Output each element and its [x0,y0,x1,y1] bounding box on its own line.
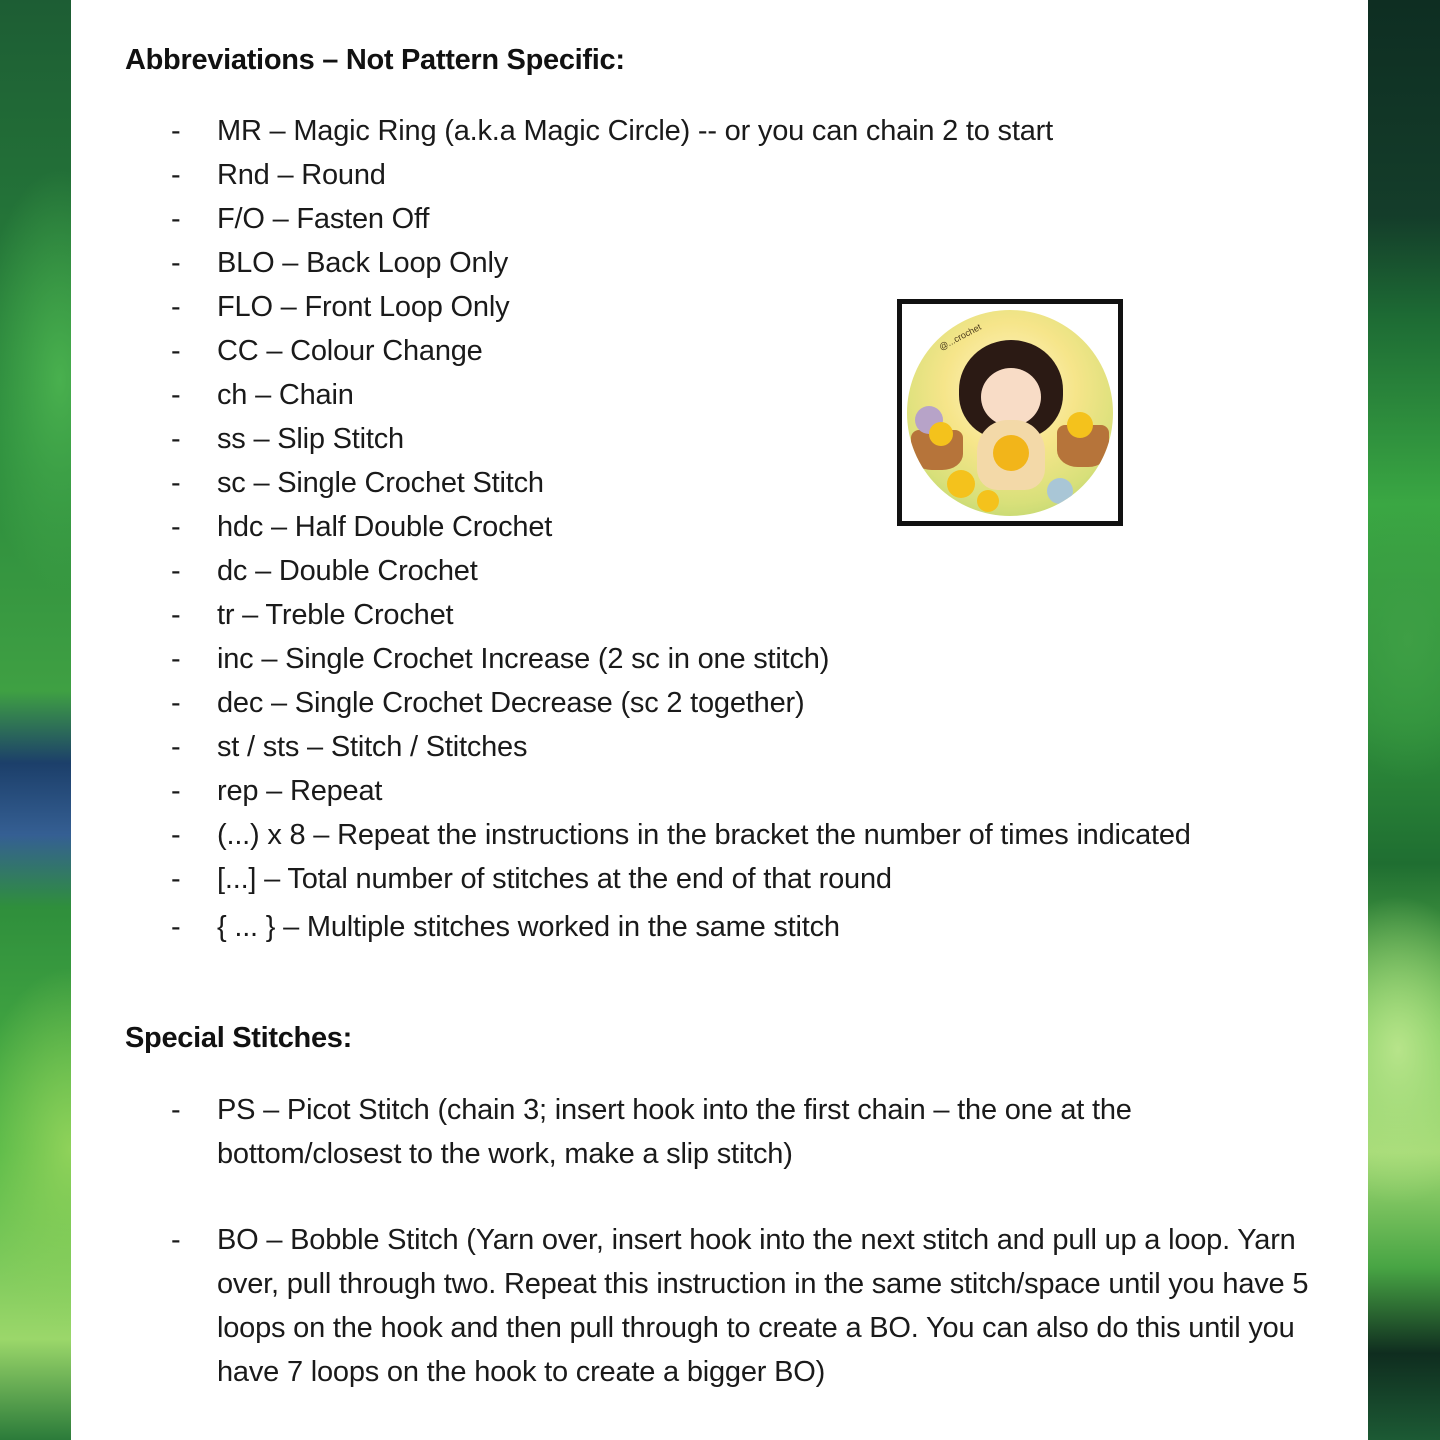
bullet-dash: - [171,687,181,719]
bullet-dash: - [171,731,181,763]
document-page [71,0,1368,1440]
list-item: - rep – Repeat [71,769,1277,813]
yarn-ball-icon [977,490,999,512]
list-item: - tr – Treble Crochet [71,593,1277,637]
logo-watermark: @...crochet [937,321,983,352]
bullet-dash: - [171,555,181,587]
yarn-ball-icon [1047,478,1073,504]
list-item: - MR – Magic Ring (a.k.a Magic Circle) -- or you can chain 2 to start [71,109,1277,153]
abbreviations-heading: Abbreviations – Not Pattern Specific: [125,44,625,76]
list-item: - [...] – Total number of stitches at the end of that round [71,857,1277,901]
list-item: - ch – Chain [71,373,1277,417]
list-item: - dec – Single Crochet Decrease (sc 2 together) [71,681,1277,725]
bullet-dash: - [171,819,181,851]
yarn-ball-icon [947,470,975,498]
leaf-background-left [0,0,71,1440]
list-item: - FLO – Front Loop Only [71,285,1277,329]
list-item: - F/O – Fasten Off [71,197,1277,241]
special-stitches-heading: Special Stitches: [125,1022,352,1054]
logo-image [897,299,1123,526]
list-item: - Rnd – Round [71,153,1277,197]
bullet-dash: - [171,511,181,543]
list-item: - st / sts – Stitch / Stitches [71,725,1277,769]
face [981,368,1041,426]
list-item: - dc – Double Crochet [71,549,1277,593]
bullet-dash: - [171,1094,181,1126]
bullet-dash: - [171,775,181,807]
list-item: - BO – Bobble Stitch (Yarn over, insert hook into the next stitch and pull up a loop. Yarn over, pull through two. Repeat this instruction in the same stitch/space until you have 5 loops on the hook and then pull through to create a BO. You can also do this until you have 7 loops on the hook to create a bigger BO) [71,1218,1337,1394]
yarn-ball-icon [1067,412,1093,438]
list-item: - hdc – Half Double Crochet [71,505,1277,549]
bullet-dash: - [171,291,181,323]
bullet-dash: - [171,863,181,895]
list-item: - BLO – Back Loop Only [71,241,1277,285]
bullet-dash: - [171,911,181,943]
list-item: - inc – Single Crochet Increase (2 sc in one stitch) [71,637,1277,681]
list-item: - sc – Single Crochet Stitch [71,461,1277,505]
bullet-dash: - [171,335,181,367]
chibi-crochet-illustration [907,310,1113,516]
bullet-dash: - [171,115,181,147]
bullet-dash: - [171,599,181,631]
leaf-background-right [1368,0,1440,1440]
list-item: - CC – Colour Change [71,329,1277,373]
bullet-dash: - [171,467,181,499]
special-stitches-list [71,1088,1337,1394]
abbreviations-list [71,109,1277,949]
list-item: - (...) x 8 – Repeat the instructions in the bracket the number of times indicated [71,813,1277,857]
list-item: - { ... } – Multiple stitches worked in the same stitch [71,905,1277,949]
yarn-ball-icon [929,422,953,446]
bullet-dash: - [171,159,181,191]
bullet-dash: - [171,203,181,235]
yarn-ball-icon [993,435,1029,471]
list-item: - ss – Slip Stitch [71,417,1277,461]
bullet-dash: - [171,1224,181,1256]
list-item: - PS – Picot Stitch (chain 3; insert hook into the first chain – the one at the bottom/closest to the work, make a slip stitch) [71,1088,1307,1176]
bullet-dash: - [171,643,181,675]
bullet-dash: - [171,423,181,455]
bullet-dash: - [171,247,181,279]
bullet-dash: - [171,379,181,411]
